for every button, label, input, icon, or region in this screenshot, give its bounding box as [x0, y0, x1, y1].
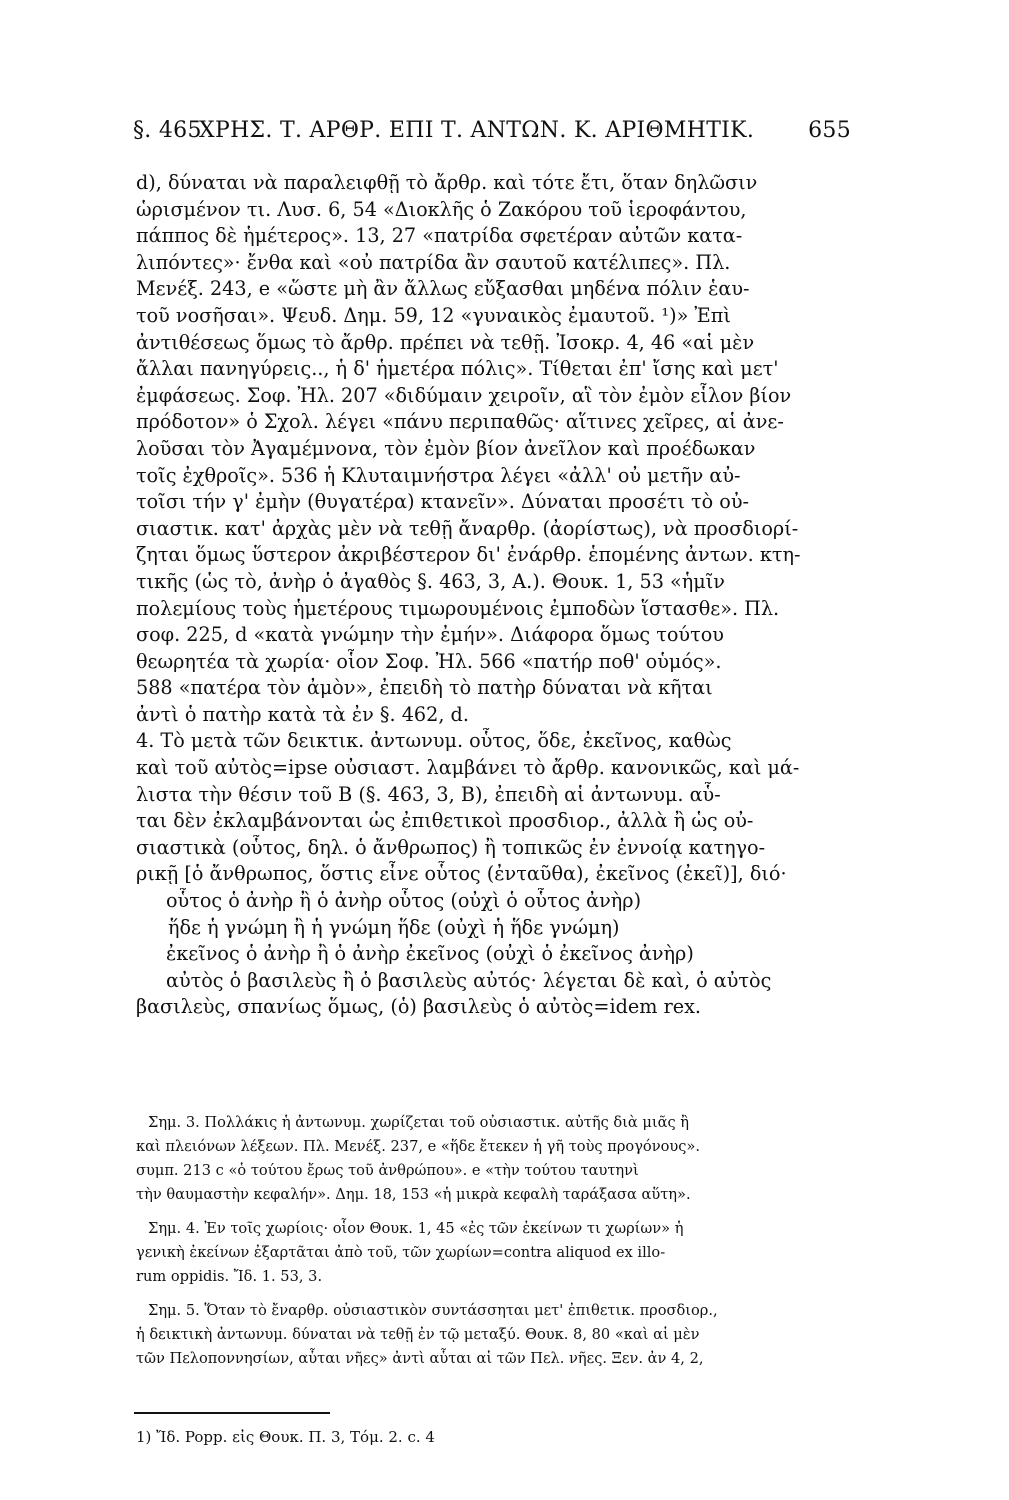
text-line: ρικῇ [ὁ ἄνθρωπος, ὅστις εἶνε οὗτος (ἐνταῦθα), ἐκεῖνος (ἐκεῖ)], διό· [136, 862, 787, 886]
text-line: 588 «πατέρα τὸν ἀμὸν», ἐπειδὴ τὸ πατὴρ δύναται νὰ κῆται [136, 676, 713, 700]
remark-5-line: τῶν Πελοποννησίων, αὗται νῆες» ἀντὶ αὗται αἱ τῶν Πελ. νῆες. Ξεν. ἀν 4, 2, [136, 1350, 704, 1367]
page-header [133, 118, 851, 154]
footnote-rule [134, 1412, 330, 1414]
remark-4-line: γενικὴ ἐκείνων ἐξαρτᾶται ἀπὸ τοῦ, τῶν χωρίων=contra aliquod ex illo- [136, 1244, 666, 1261]
main-text [136, 170, 856, 1021]
text-line: πολεμίους τοὺς ἡμετέρους τιμωρουμένοις ἐμποδὼν ἵστασθε». Πλ. [136, 596, 780, 620]
remark-4-line: rum oppidis. Ἴδ. 1. 53, 3. [136, 1268, 323, 1285]
remark-5-line: Σημ. 5. Ὅταν τὸ ἔναρθρ. οὐσιαστικὸν συντάσσηται μετ' ἐπιθετικ. προσδιορ., [148, 1302, 718, 1319]
text-line: καὶ τοῦ αὐτὸς=ipse οὐσιαστ. λαμβάνει τὸ ἄρθρ. κανονικῶς, καὶ μά- [136, 756, 800, 780]
running-title: ΧΡΗΣ. Τ. ΑΡΘΡ. ΕΠΙ Τ. ΑΝΤΩΝ. Κ. ΑΡΙΘΜΗΤΙΚ. [199, 118, 755, 143]
text-line: θεωρητέα τὰ χωρία· οἷον Σοφ. Ἠλ. 566 «πατήρ ποθ' οὑμός». [136, 649, 722, 673]
text-line: λοῦσαι τὸν Ἀγαμέμνονα, τὸν ἐμὸν βίον ἀνεῖλον καὶ προέδωκαν [136, 436, 756, 460]
spacer [136, 1289, 856, 1299]
remarks [136, 1111, 856, 1371]
text-line: τοῖς ἐχθροῖς». 536 ἡ Κλυταιμνήστρα λέγει «ἀλλ' οὐ μετῆν αὐ- [136, 463, 741, 487]
text-line: τικῆς (ὡς τὸ, ἀνὴρ ὁ ἀγαθὸς §. 463, 3, A.). Θουκ. 1, 53 «ἡμῖν [136, 569, 725, 593]
remark-5-line: ἡ δεικτικὴ ἀντωνυμ. δύναται νὰ τεθῇ ἐν τῷ μεταξύ. Θουκ. 8, 80 «καὶ αἱ μὲν [136, 1326, 700, 1343]
text-line: τοῖσι τήν γ' ἐμὴν (θυγατέρα) κτανεῖν». Δύναται προσέτι τὸ οὐ- [136, 490, 749, 514]
remark-3-line: Σημ. 3. Πολλάκις ἡ ἀντωνυμ. χωρίζεται τοῦ οὐσιαστικ. αὐτῆς διὰ μιᾶς ἢ [148, 1114, 690, 1131]
example-line: ἐκεῖνος ὁ ἀνὴρ ἢ ὁ ἀνὴρ ἐκεῖνος (οὐχὶ ὁ ἐκεῖνος ἀνὴρ) [166, 942, 694, 966]
text-line: ἀντὶ ὁ πατὴρ κατὰ τὰ ἐν §. 462, d. [136, 702, 469, 726]
remark-3-line: συμπ. 213 c «ὁ τούτου ἔρως τοῦ ἀνθρώπου». e «τὴν τούτου ταυτηνὶ [136, 1162, 639, 1179]
section-number: §. 465 [133, 118, 202, 143]
text-line: ὡρισμένον τι. Λυσ. 6, 54 «Διοκλῆς ὁ Ζακόρου τοῦ ἱεροφάντου, [136, 197, 747, 221]
text-line: ἄλλαι πανηγύρεις.., ἡ δ' ἡμετέρα πόλις». Τίθεται ἐπ' ἴσης καὶ μετ' [136, 357, 779, 381]
text-line: ἀντιθέσεως ὅμως τὸ ἄρθρ. πρέπει νὰ τεθῇ. Ἰσοκρ. 4, 46 «αἱ μὲν [136, 330, 755, 354]
example-line: ἥδε ἡ γνώμη ἢ ἡ γνώμη ἥδε (οὐχὶ ἡ ἥδε γνώμη) [168, 915, 620, 939]
text-line: πρόδοτον» ὁ Σχολ. λέγει «πάνυ περιπαθῶς· αἵτινες χεῖρες, αἱ ἀνε- [136, 410, 784, 434]
example-line: αὐτὸς ὁ βασιλεὺς ἢ ὁ βασιλεὺς αὐτός· λέγεται δὲ καὶ, ὁ αὐτὸς [166, 968, 772, 992]
text-line: ται δὲν ἐκλαμβάνονται ὡς ἐπιθετικοὶ προσδιορ., ἀλλὰ ἢ ὡς οὐ- [136, 809, 754, 833]
text-line: βασιλεὺς, σπανίως ὅμως, (ὁ) βασιλεὺς ὁ αὐτὸς=idem rex. [136, 995, 702, 1019]
remark-3-line: καὶ πλειόνων λέξεων. Πλ. Μενέξ. 237, e «ἥδε ἔτεκεν ἡ γῆ τοὺς προγόνους». [136, 1138, 700, 1155]
footnote: 1) Ἴδ. Popp. εἰς Θουκ. Π. 3, Τόμ. 2. c. 4 [136, 1428, 435, 1446]
text-line: πάππος δὲ ἡμέτερος». 13, 27 «πατρίδα σφετέραν αὐτῶν κατα- [136, 224, 743, 248]
text-line: σιαστικ. κατ' ἀρχὰς μὲν νὰ τεθῇ ἄναρθρ. (ἀορίστως), νὰ προσδιορί- [136, 516, 799, 540]
text-line: σιαστικὰ (οὗτος, δηλ. ὁ ἄνθρωπος) ἢ τοπικῶς ἐν ἐννοίᾳ κατηγο- [136, 835, 766, 859]
text-line: λιστα τὴν θέσιν τοῦ B (§. 463, 3, B), ἐπειδὴ αἱ ἀντωνυμ. αὗ- [136, 782, 721, 806]
text-line: λιπόντες»· ἔνθα καὶ «οὐ πατρίδα ἂν σαυτοῦ κατέλιπες». Πλ. [136, 250, 731, 274]
text-line: Μενέξ. 243, e «ὥστε μὴ ἂν ἄλλως εὔξασθαι μηδένα πόλιν ἑαυ- [136, 277, 750, 301]
text-line: τοῦ νοσῆσαι». Ψευδ. Δημ. 59, 12 «γυναικὸς ἐμαυτοῦ. ¹)» Ἐπὶ [136, 303, 731, 327]
text-line: σοφ. 225, d «κατὰ γνώμην τὴν ἐμήν». Διάφορα ὅμως τούτου [136, 623, 724, 647]
remark-4-line: Σημ. 4. Ἐν τοῖς χωρίοις· οἷον Θουκ. 1, 45 «ἐς τῶν ἐκείνων τι χωρίων» ἡ [148, 1220, 684, 1237]
text-line: d), δύναται νὰ παραλειφθῇ τὸ ἄρθρ. καὶ τότε ἔτι, ὅταν δηλῶσιν [136, 171, 758, 194]
paragraph-4-start: 4. Τὸ μετὰ τῶν δεικτικ. ἀντωνυμ. οὗτος, ὅδε, ἐκεῖνος, καθὼς [136, 729, 732, 753]
remark-3-line: τὴν θαυμαστὴν κεφαλήν». Δημ. 18, 153 «ἡ μικρὰ κεφαλὴ ταράξασα αὕτη». [136, 1186, 691, 1203]
text-line: ἐμφάσεως. Σοφ. Ἠλ. 207 «διδύμαιν χειροῖν, αἳ τὸν ἐμὸν εἷλον βίον [136, 383, 792, 407]
example-line: οὗτος ὁ ἀνὴρ ἢ ὁ ἀνὴρ οὗτος (οὐχὶ ὁ οὗτος ἀνὴρ) [166, 889, 642, 913]
text-line: ζηται ὅμως ὕστερον ἀκριβέστερον δι' ἐνάρθρ. ἑπομένης ἀντων. κτη- [136, 543, 801, 567]
page-number: 655 [808, 118, 851, 143]
spacer [136, 1207, 856, 1217]
